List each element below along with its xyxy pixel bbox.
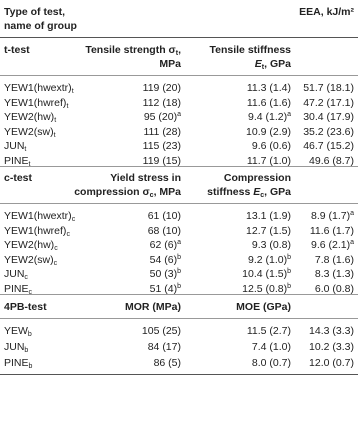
yield-stress-header: Yield stress in (110, 172, 181, 184)
section-title: 4PB-test (4, 301, 47, 313)
group-name: $YEW2(sw)_c$ (4, 253, 58, 267)
section-divider (0, 75, 358, 76)
value-cell-2: 11.5 (2.7) (246, 325, 291, 337)
eea-cell: 10.2 (3.3) (309, 341, 354, 353)
eea-cell: 11.6 (1.7) (309, 224, 354, 237)
eea-cell: 35.2 (23.6) (303, 125, 354, 138)
tensile-stiffness-unit: $E_t$, GPa (254, 58, 291, 71)
eea-cell: 51.7 (18.1) (303, 82, 354, 94)
group-name: $PINE_t$ (4, 154, 31, 168)
eea-cell: 6.0 (0.8) (314, 282, 354, 295)
group-name: $JUN_b$ (4, 341, 29, 354)
value-cell-1: 62 $(6)^a$ (149, 239, 181, 251)
group-name: $YEW2(hw)_c$ (4, 239, 58, 252)
value-cell-2: 10.9 (2.9) (246, 125, 291, 138)
group-name: $YEW1(hwref)_t$ (4, 96, 69, 110)
group-name: $PINE_c$ (4, 282, 33, 296)
value-cell-2: 7.4 (1.0) (251, 341, 291, 353)
section-divider (0, 318, 358, 319)
section-divider (0, 203, 358, 204)
group-name: $YEW_b$ (4, 325, 32, 338)
value-cell-1: 115 (23) (142, 140, 181, 152)
eea-cell: 14.3 (3.3) (309, 325, 354, 337)
group-name: $YEW1(hwextr)_c$ (4, 210, 76, 223)
eea-cell: 49.6 (8.7) (309, 154, 354, 167)
yield-stress-unit: compression $\sigma_c$, MPa (74, 186, 181, 199)
group-name: $JUN_t$ (4, 140, 27, 153)
section-divider (0, 294, 358, 295)
group-name: $JUN_c$ (4, 268, 28, 281)
value-cell-2: 11.3 (1.4) (246, 82, 291, 94)
compression-stiffness-unit: stiffness $E_c$, GPa (207, 186, 291, 199)
value-cell-2: 11.7 (1.0) (246, 154, 291, 167)
value-cell-1: 95 $(20)^a$ (143, 111, 181, 123)
value-cell-2: 9.6 (0.6) (251, 140, 291, 152)
eea-cell: 8.9 $(1.7)^a$ (310, 210, 354, 222)
value-cell-1: 112 (18) (142, 96, 181, 109)
group-name: $PINE_b$ (4, 357, 33, 370)
eea-column-header: EEA, kJ/m² (299, 6, 354, 18)
value-cell-1: 86 (5) (153, 357, 181, 369)
eea-cell: 12.0 (0.7) (309, 357, 354, 369)
value-cell-2: 12.7 (1.5) (246, 224, 291, 237)
moe-header: MOE (GPa) (236, 301, 291, 313)
table-bottom-rule (0, 374, 358, 375)
eea-cell: 30.4 (17.9) (303, 111, 354, 123)
group-name: $YEW1(hwref)_c$ (4, 224, 70, 238)
section-title: t-test (4, 44, 30, 56)
eea-cell: 47.2 (17.1) (303, 96, 354, 109)
eea-cell: 9.6 $(2.1)^a$ (310, 239, 354, 251)
tensile-strength-header: Tensile strength $\sigma_t$, (85, 44, 181, 57)
eea-cell: 46.7 (15.2) (303, 140, 354, 152)
value-cell-1: 50 $(3)^b$ (149, 268, 181, 280)
value-cell-1: 111 (28) (143, 125, 181, 138)
value-cell-1: 51 $(4)^b$ (149, 282, 181, 295)
value-cell-1: 119 (20) (142, 82, 181, 94)
value-cell-1: 119 (15) (142, 154, 181, 167)
value-cell-1: 105 (25) (141, 325, 181, 337)
group-name: $YEW2(hw)_t$ (4, 111, 57, 124)
compression-stiffness-header: Compression (223, 172, 291, 184)
section-divider (0, 166, 358, 167)
value-cell-2: 9.2 $(1.0)^b$ (247, 253, 291, 266)
value-cell-2: 8.0 (0.7) (251, 357, 291, 369)
header-divider (0, 37, 358, 38)
value-cell-1: 68 (10) (147, 224, 181, 237)
eea-cell: 8.3 (1.3) (314, 268, 354, 280)
mor-header: MOR (MPa) (125, 301, 181, 313)
value-cell-2: 9.4 $(1.2)^a$ (247, 111, 291, 123)
value-cell-1: 84 (17) (147, 341, 181, 353)
group-name: $YEW2(sw)_t$ (4, 125, 56, 139)
group-column-header: name of group (4, 20, 77, 32)
value-cell-1: 54 $(6)^b$ (149, 253, 181, 266)
tensile-strength-unit: MPa (159, 58, 181, 70)
type-column-header: Type of test, (4, 6, 66, 18)
group-name: $YEW1(hwextr)_t$ (4, 82, 74, 95)
section-title: c-test (4, 172, 33, 184)
eea-cell: 7.8 (1.6) (314, 253, 354, 266)
value-cell-2: 10.4 $(1.5)^b$ (242, 268, 291, 280)
value-cell-2: 13.1 (1.9) (246, 210, 291, 222)
value-cell-2: 9.3 (0.8) (251, 239, 291, 251)
value-cell-2: 11.6 (1.6) (246, 96, 291, 109)
tensile-stiffness-header: Tensile stiffness (209, 44, 291, 56)
value-cell-1: 61 (10) (147, 210, 181, 222)
value-cell-2: 12.5 $(0.8)^b$ (242, 282, 291, 295)
